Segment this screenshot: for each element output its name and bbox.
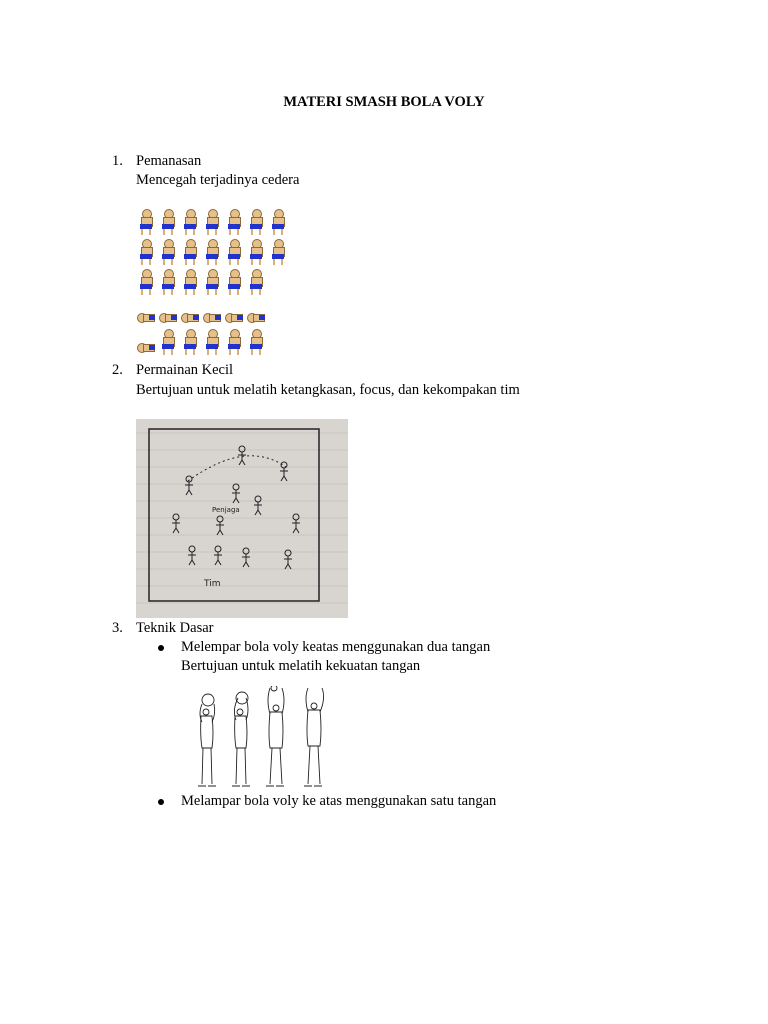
stretch-figure (203, 209, 221, 235)
warmup-image (137, 209, 297, 341)
bullet-dot (158, 799, 164, 805)
stretch-figure (269, 209, 287, 235)
stretch-figure (159, 269, 177, 295)
bullet-dot (158, 645, 164, 651)
document-title: MATERI SMASH BOLA VOLY (283, 94, 485, 110)
figure-legs (251, 229, 261, 235)
stretching-figures (137, 209, 297, 359)
figure-legs (207, 349, 217, 355)
game-sketch-image (136, 419, 348, 618)
figure-legs (229, 349, 239, 355)
stretch-figure (203, 269, 221, 295)
stretch-figure (203, 299, 221, 325)
section-number: 3. (112, 620, 123, 636)
stretch-figure (159, 299, 177, 325)
figure-shorts (149, 315, 155, 320)
stretch-figure (247, 299, 265, 325)
stretch-figure (269, 239, 287, 265)
sketch-label-bottom: Tim (204, 579, 221, 589)
bullet-subtext: Bertujuan untuk melatih kekuatan tangan (181, 658, 421, 674)
figure-legs (163, 259, 173, 265)
figure-legs (229, 229, 239, 235)
stretch-figure (247, 239, 265, 265)
stretch-figure (137, 239, 155, 265)
figure-legs (141, 229, 151, 235)
stretch-figure (137, 329, 155, 355)
figure-legs (141, 289, 151, 295)
stretch-figure (225, 209, 243, 235)
stretch-figure (181, 329, 199, 355)
stretch-figure (137, 299, 155, 325)
stretch-figure (225, 329, 243, 355)
figure-legs (185, 229, 195, 235)
stretch-figure (247, 209, 265, 235)
technique-image (190, 686, 338, 794)
bullet-text: Melempar bola voly keatas menggunakan dua tangan (181, 639, 491, 655)
section-description: Mencegah terjadinya cedera (136, 172, 300, 188)
section-heading: Teknik Dasar (136, 620, 214, 636)
figure-legs (229, 289, 239, 295)
section-heading: Pemanasan (136, 153, 202, 169)
figure-legs (251, 349, 261, 355)
stretch-figure (181, 209, 199, 235)
section-number: 2. (112, 362, 123, 378)
figure-legs (185, 259, 195, 265)
stretch-figure (159, 329, 177, 355)
figure-legs (207, 259, 217, 265)
figure-shorts (215, 315, 221, 320)
figure-legs (251, 289, 261, 295)
figure-legs (207, 289, 217, 295)
stretch-figure (203, 329, 221, 355)
stretch-figure (203, 239, 221, 265)
stretch-figure (181, 299, 199, 325)
figure-legs (273, 229, 283, 235)
figure-shorts (237, 315, 243, 320)
stretch-figure (181, 269, 199, 295)
stretch-figure (159, 209, 177, 235)
figure-legs (229, 259, 239, 265)
figure-legs (163, 289, 173, 295)
section-description: Bertujuan untuk melatih ketangkasan, focus, dan kekompakan tim (136, 382, 520, 398)
figure-legs (207, 229, 217, 235)
stretch-figure (225, 299, 243, 325)
stretch-figure (159, 239, 177, 265)
section-heading: Permainan Kecil (136, 362, 234, 378)
figure-shorts (193, 315, 199, 320)
figure-legs (185, 349, 195, 355)
figure-legs (163, 349, 173, 355)
stretch-figure (137, 269, 155, 295)
stretch-figure (247, 269, 265, 295)
figure-legs (251, 259, 261, 265)
stretch-figure (225, 269, 243, 295)
stretch-figure (137, 209, 155, 235)
stretch-figure (247, 329, 265, 355)
stretch-figure (225, 239, 243, 265)
sketch-label-center: Penjaga (212, 506, 240, 514)
figure-shorts (171, 315, 177, 320)
stretch-figure (181, 239, 199, 265)
figure-legs (185, 289, 195, 295)
figure-legs (273, 259, 283, 265)
figure-legs (141, 259, 151, 265)
figure-legs (163, 229, 173, 235)
figure-shorts (149, 345, 155, 350)
figure-shorts (259, 315, 265, 320)
section-number: 1. (112, 153, 123, 169)
bullet-text: Melampar bola voly ke atas menggunakan satu tangan (181, 793, 497, 809)
